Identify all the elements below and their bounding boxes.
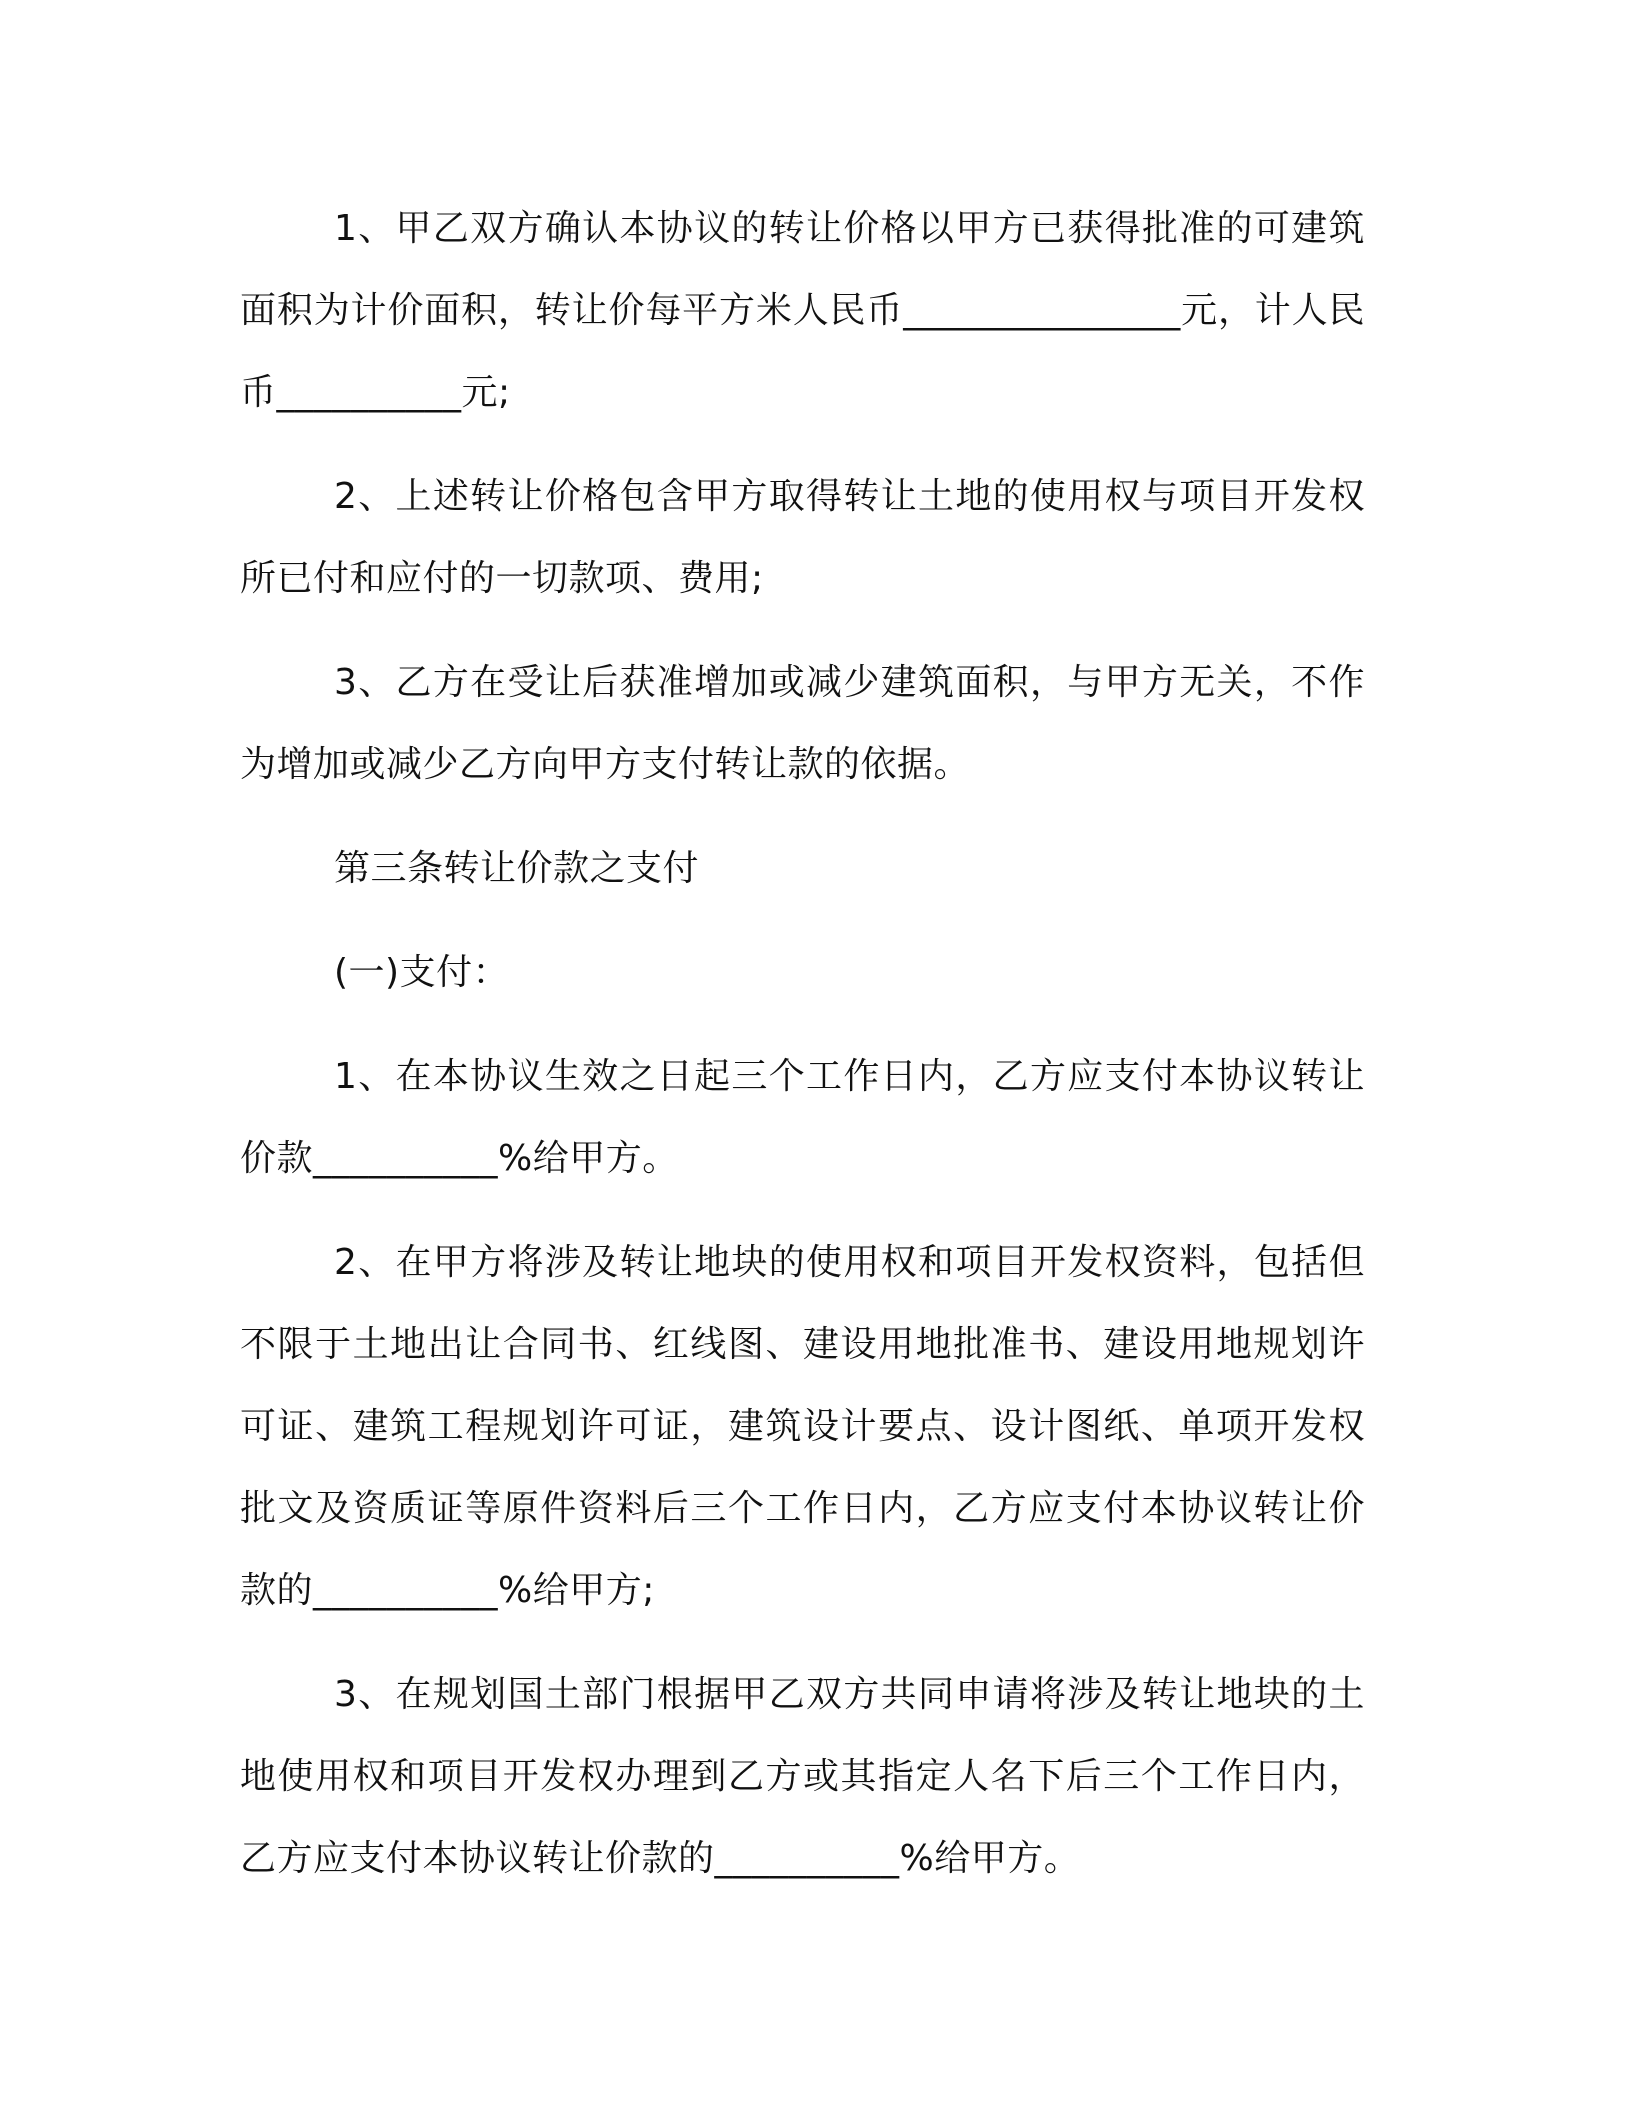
paragraph-price-basis: 1、甲乙双方确认本协议的转让价格以甲方已获得批准的可建筑面积为计价面积，转让价每平方米人民币_______________元，计人民币__________元; <box>240 208 1365 413</box>
paragraph-area-change: 3、乙方在受让后获准增加或减少建筑面积，与甲方无关，不作为增加或减少乙方向甲方支付转让款的依据。 <box>240 662 1365 785</box>
document-page <box>240 188 1365 1922</box>
sub-heading: (一)支付： <box>334 952 510 993</box>
section-heading: 第三条转让价款之支付 <box>334 848 700 889</box>
payment-item-2: 2、在甲方将涉及转让地块的使用权和项目开发权资料，包括但不限于土地出让合同书、红线图、建设用地批准书、建设用地规划许可证、建筑工程规划许可证，建筑设计要点、设计图纸、单项开发权批文及资质证等原件资料后三个工作日内，乙方应支付本协议转让价款的__________%给甲方; <box>240 1242 1365 1611</box>
payment-item-1: 1、在本协议生效之日起三个工作日内，乙方应支付本协议转让价款__________%给甲方。 <box>240 1056 1365 1179</box>
paragraph-price-includes: 2、上述转让价格包含甲方取得转让土地的使用权与项目开发权所已付和应付的一切款项、费用; <box>240 476 1365 599</box>
payment-item-3: 3、在规划国土部门根据甲乙双方共同申请将涉及转让地块的土地使用权和项目开发权办理到乙方或其指定人名下后三个工作日内，乙方应支付本协议转让价款的__________%给甲方。 <box>240 1674 1365 1879</box>
